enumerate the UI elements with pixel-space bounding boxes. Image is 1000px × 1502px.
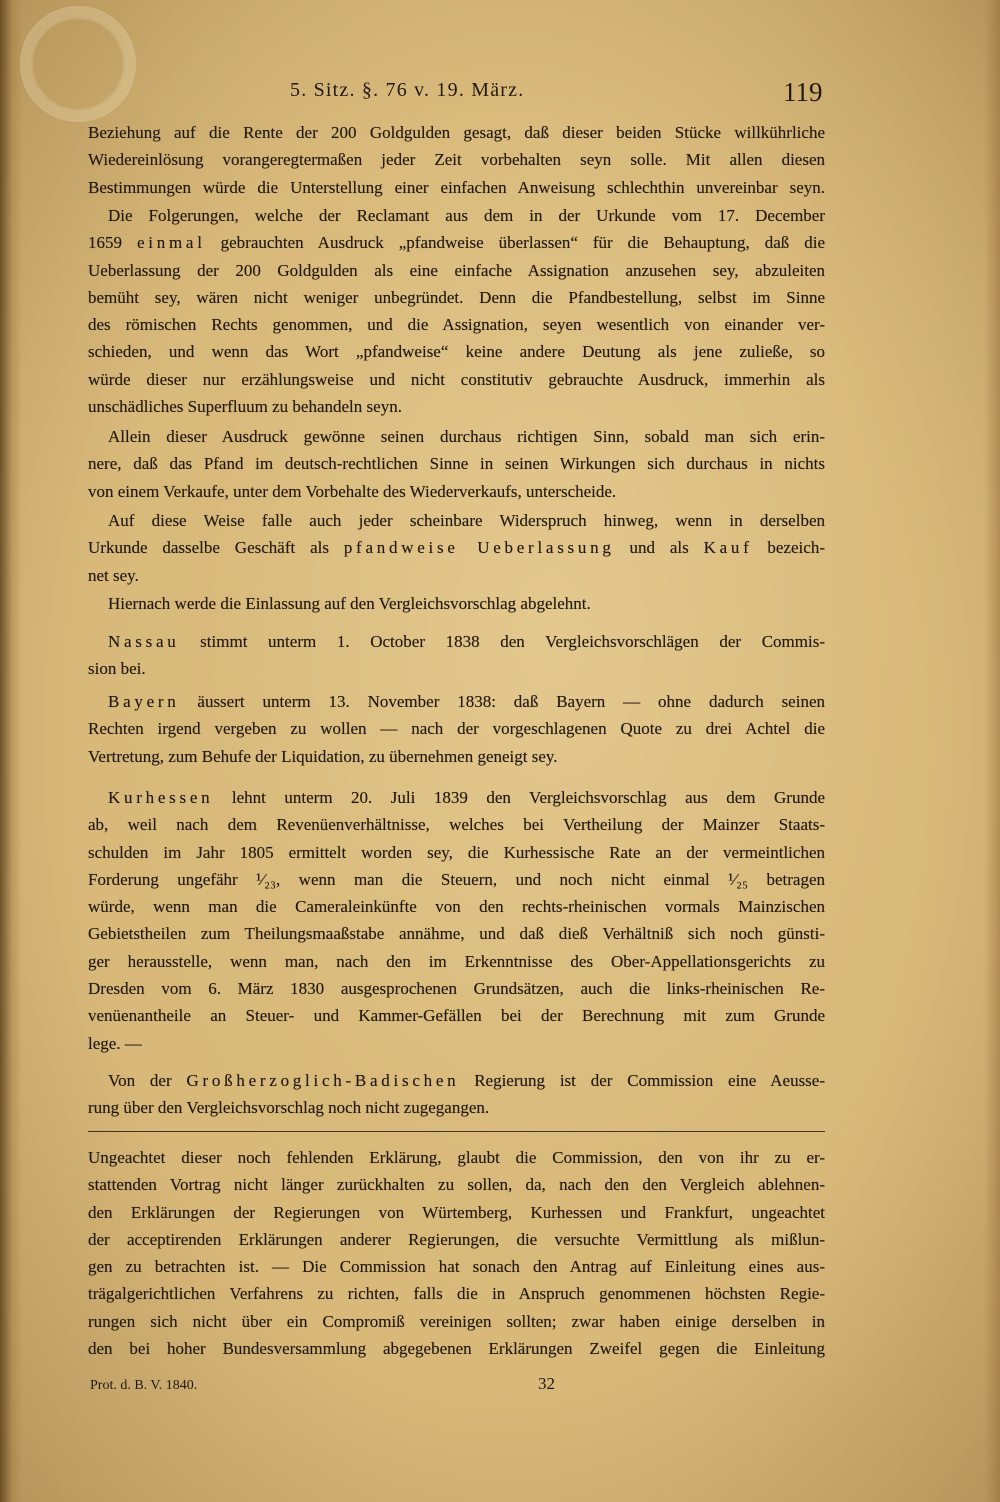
text-segment: 1659 <box>88 233 137 253</box>
text-line: unschädliches Superfluum zu behandeln seyn. <box>88 397 402 417</box>
emphasized-text: Bayern <box>108 692 180 711</box>
paragraph <box>88 688 825 770</box>
text-line: venüenantheile an Steuer- und Kammer-Gefällen bei der Berechnung mit zum Grunde <box>88 1006 825 1026</box>
text-line: den bei hoher Bundesversammlung abgegebenen Erklärungen Zweifel gegen die Einleitung <box>88 1339 825 1359</box>
text-segment: stimmt unterm 1. October 1838 den Vergleichsvorschlägen der Commis- <box>179 632 825 651</box>
text-line: würde, wenn man die Cameraleinkünfte von den rechts-rheinischen vormals Mainzischen <box>88 897 825 917</box>
text-line: Ungeachtet dieser noch fehlenden Erklärung, glaubt die Commission, den von ihr zu er- <box>88 1148 825 1167</box>
text-line <box>88 229 825 256</box>
text-line: Forderung ungefähr ¹⁄₂₃, wenn man die Steuern, und noch nicht einmal ¹⁄₂₅ betragen <box>88 869 825 889</box>
text-line: Gebietstheilen zum Theilungsmaaßstabe annähme, und daß dieß Verhältniß sich noch günsti- <box>88 924 825 944</box>
text-line: ab, weil nach dem Revenüenverhältnisse, welches bei Vertheilung der Mainzer Staats- <box>88 815 825 835</box>
text-line: Hiernach werde die Einlassung auf den Vergleichsvorschlag abgelehnt. <box>108 594 591 613</box>
text-segment: Von der <box>108 1071 187 1090</box>
section-divider <box>88 1131 825 1132</box>
paragraph <box>88 119 825 201</box>
text-line <box>88 628 825 655</box>
text-line: Dresden vom 6. März 1830 ausgesprochenen Grundsätzen, auch die links-rheinischen Re- <box>88 979 825 999</box>
text-line <box>88 534 825 561</box>
library-stamp <box>20 6 136 122</box>
text-line: schieden, und wenn das Wort „pfandweise“ keine andere Deutung als jene zuließe, so <box>88 342 825 362</box>
text-line: des römischen Rechts genommen, und die Assignation, seyen wesentlich von einander ver- <box>88 315 825 335</box>
text-segment: und als <box>614 538 704 558</box>
running-title: 5. Sitz. §. 76 v. 19. März. <box>290 79 525 101</box>
emphasized-text: Kurhessen <box>108 788 214 807</box>
text-segment: Regierung ist der Commission eine Aeusse- <box>459 1071 825 1090</box>
text-segment: lehnt unterm 20. Juli 1839 den Vergleichsvorschlag aus dem Grunde <box>213 788 825 807</box>
text-line: Vertretung, zum Behufe der Liquidation, zu übernehmen geneigt sey. <box>88 746 558 766</box>
text-line: trägalgerichtlichen Verfahrens zu richten, falls die in Anspruch genommenen höchsten Regie- <box>88 1284 825 1304</box>
text-line: der acceptirenden Erklärungen anderer Regierungen, die versuchte Vermittlung als mißlun- <box>88 1229 825 1249</box>
paragraph <box>88 507 825 589</box>
page-number: 119 <box>783 77 823 107</box>
emphasized-text: pfandweise Ueberlassung <box>343 538 615 558</box>
text-segment: äussert unterm 13. November 1838: daß Bayern — ohne dadurch seinen <box>179 692 825 711</box>
text-line: Allein dieser Ausdruck gewönne seinen durchaus richtigen Sinn, sobald man sich erin- <box>108 427 825 446</box>
text-line <box>88 688 825 715</box>
text-line: Ueberlassung der 200 Goldgulden als eine einfache Assignation anzusehen sey, abzuleiten <box>88 260 825 280</box>
text-line: rungen sich nicht über ein Compromiß vereinigen sollten; zwar haben einige derselben in <box>88 1311 825 1331</box>
binding-shadow <box>0 0 22 1502</box>
text-line: Wiedereinlösung vorangeregtermaßen jeder Zeit vorbehalten seyn solle. Mit allen diesen <box>88 150 825 170</box>
paragraph <box>88 590 825 617</box>
text-line: Bestimmungen würde die Unterstellung einer einfachen Anweisung schlechthin unvereinbar seyn. <box>88 177 825 197</box>
paragraph <box>88 423 825 505</box>
text-line: stattenden Vortrag nicht länger zurückhalten zu sollen, da, nach den den Vergleich ablehnen- <box>88 1175 825 1195</box>
text-line: gen zu betrachten ist. — Die Commission hat sonach den Antrag auf Einleitung eines aus- <box>88 1257 825 1277</box>
page-edge-shadow <box>984 0 1000 1502</box>
text-line: Auf diese Weise falle auch jeder scheinbare Widerspruch hinweg, wenn in derselben <box>108 511 825 530</box>
text-line: Rechten irgend vergeben zu wollen — nach der vorgeschlagenen Quote zu drei Achtel die <box>88 719 825 739</box>
text-line <box>88 1067 825 1094</box>
paragraph <box>88 784 825 1057</box>
paragraph <box>88 202 825 420</box>
text-line <box>88 784 825 811</box>
paragraph <box>88 1144 825 1362</box>
text-line: würde dieser nur erzählungsweise und nicht constitutiv gebrauchte Ausdruck, immerhin als <box>88 369 825 389</box>
text-segment: gebrauchten Ausdruck „pfandweise überlassen“ für die Behauptung, daß die <box>205 233 825 253</box>
emphasized-text: einmal <box>136 233 206 253</box>
signature-mark: 32 <box>538 1374 555 1393</box>
footer-imprint: Prot. d. B. V. 1840. <box>90 1378 198 1393</box>
emphasized-text: Kauf <box>703 538 753 558</box>
text-line: sion bei. <box>88 659 146 679</box>
paragraph <box>88 628 825 683</box>
emphasized-text: Großherzoglich-Badischen <box>186 1071 460 1090</box>
text-line: schulden im Jahr 1805 ermittelt worden sey, die Kurhessische Rate an der vermeintlichen <box>88 842 825 862</box>
emphasized-text: Nassau <box>108 632 180 651</box>
text-segment: bezeich- <box>752 538 825 558</box>
text-line: von einem Verkaufe, unter dem Vorbehalte des Wiederverkaufs, unterscheide. <box>88 481 617 501</box>
text-line: bemüht sey, wären nicht weniger unbegründet. Denn die Pfandbestellung, selbst im Sinne <box>88 287 825 307</box>
text-segment: Urkunde dasselbe Geschäft als <box>88 538 344 558</box>
text-line: lege. — <box>88 1033 142 1053</box>
text-line: nere, daß das Pfand im deutsch-rechtlichen Sinne in seinen Wirkungen sich durchaus in nichts <box>88 454 825 474</box>
text-line: Die Folgerungen, welche der Reclamant aus dem in der Urkunde vom 17. December <box>108 206 825 225</box>
paragraph <box>88 1067 825 1122</box>
text-line: rung über den Vergleichsvorschlag noch nicht zugegangen. <box>88 1098 490 1118</box>
text-line: ger herausstelle, wenn man, nach den im Erkenntnisse des Ober-Appellationsgerichts zu <box>88 951 825 971</box>
text-line: den Erklärungen der Regierungen von Würtemberg, Kurhessen und Frankfurt, ungeachtet <box>88 1202 825 1222</box>
text-line: net sey. <box>88 565 139 585</box>
text-line: Beziehung auf die Rente der 200 Goldgulden gesagt, daß dieser beiden Stücke willkührliche <box>88 123 825 142</box>
